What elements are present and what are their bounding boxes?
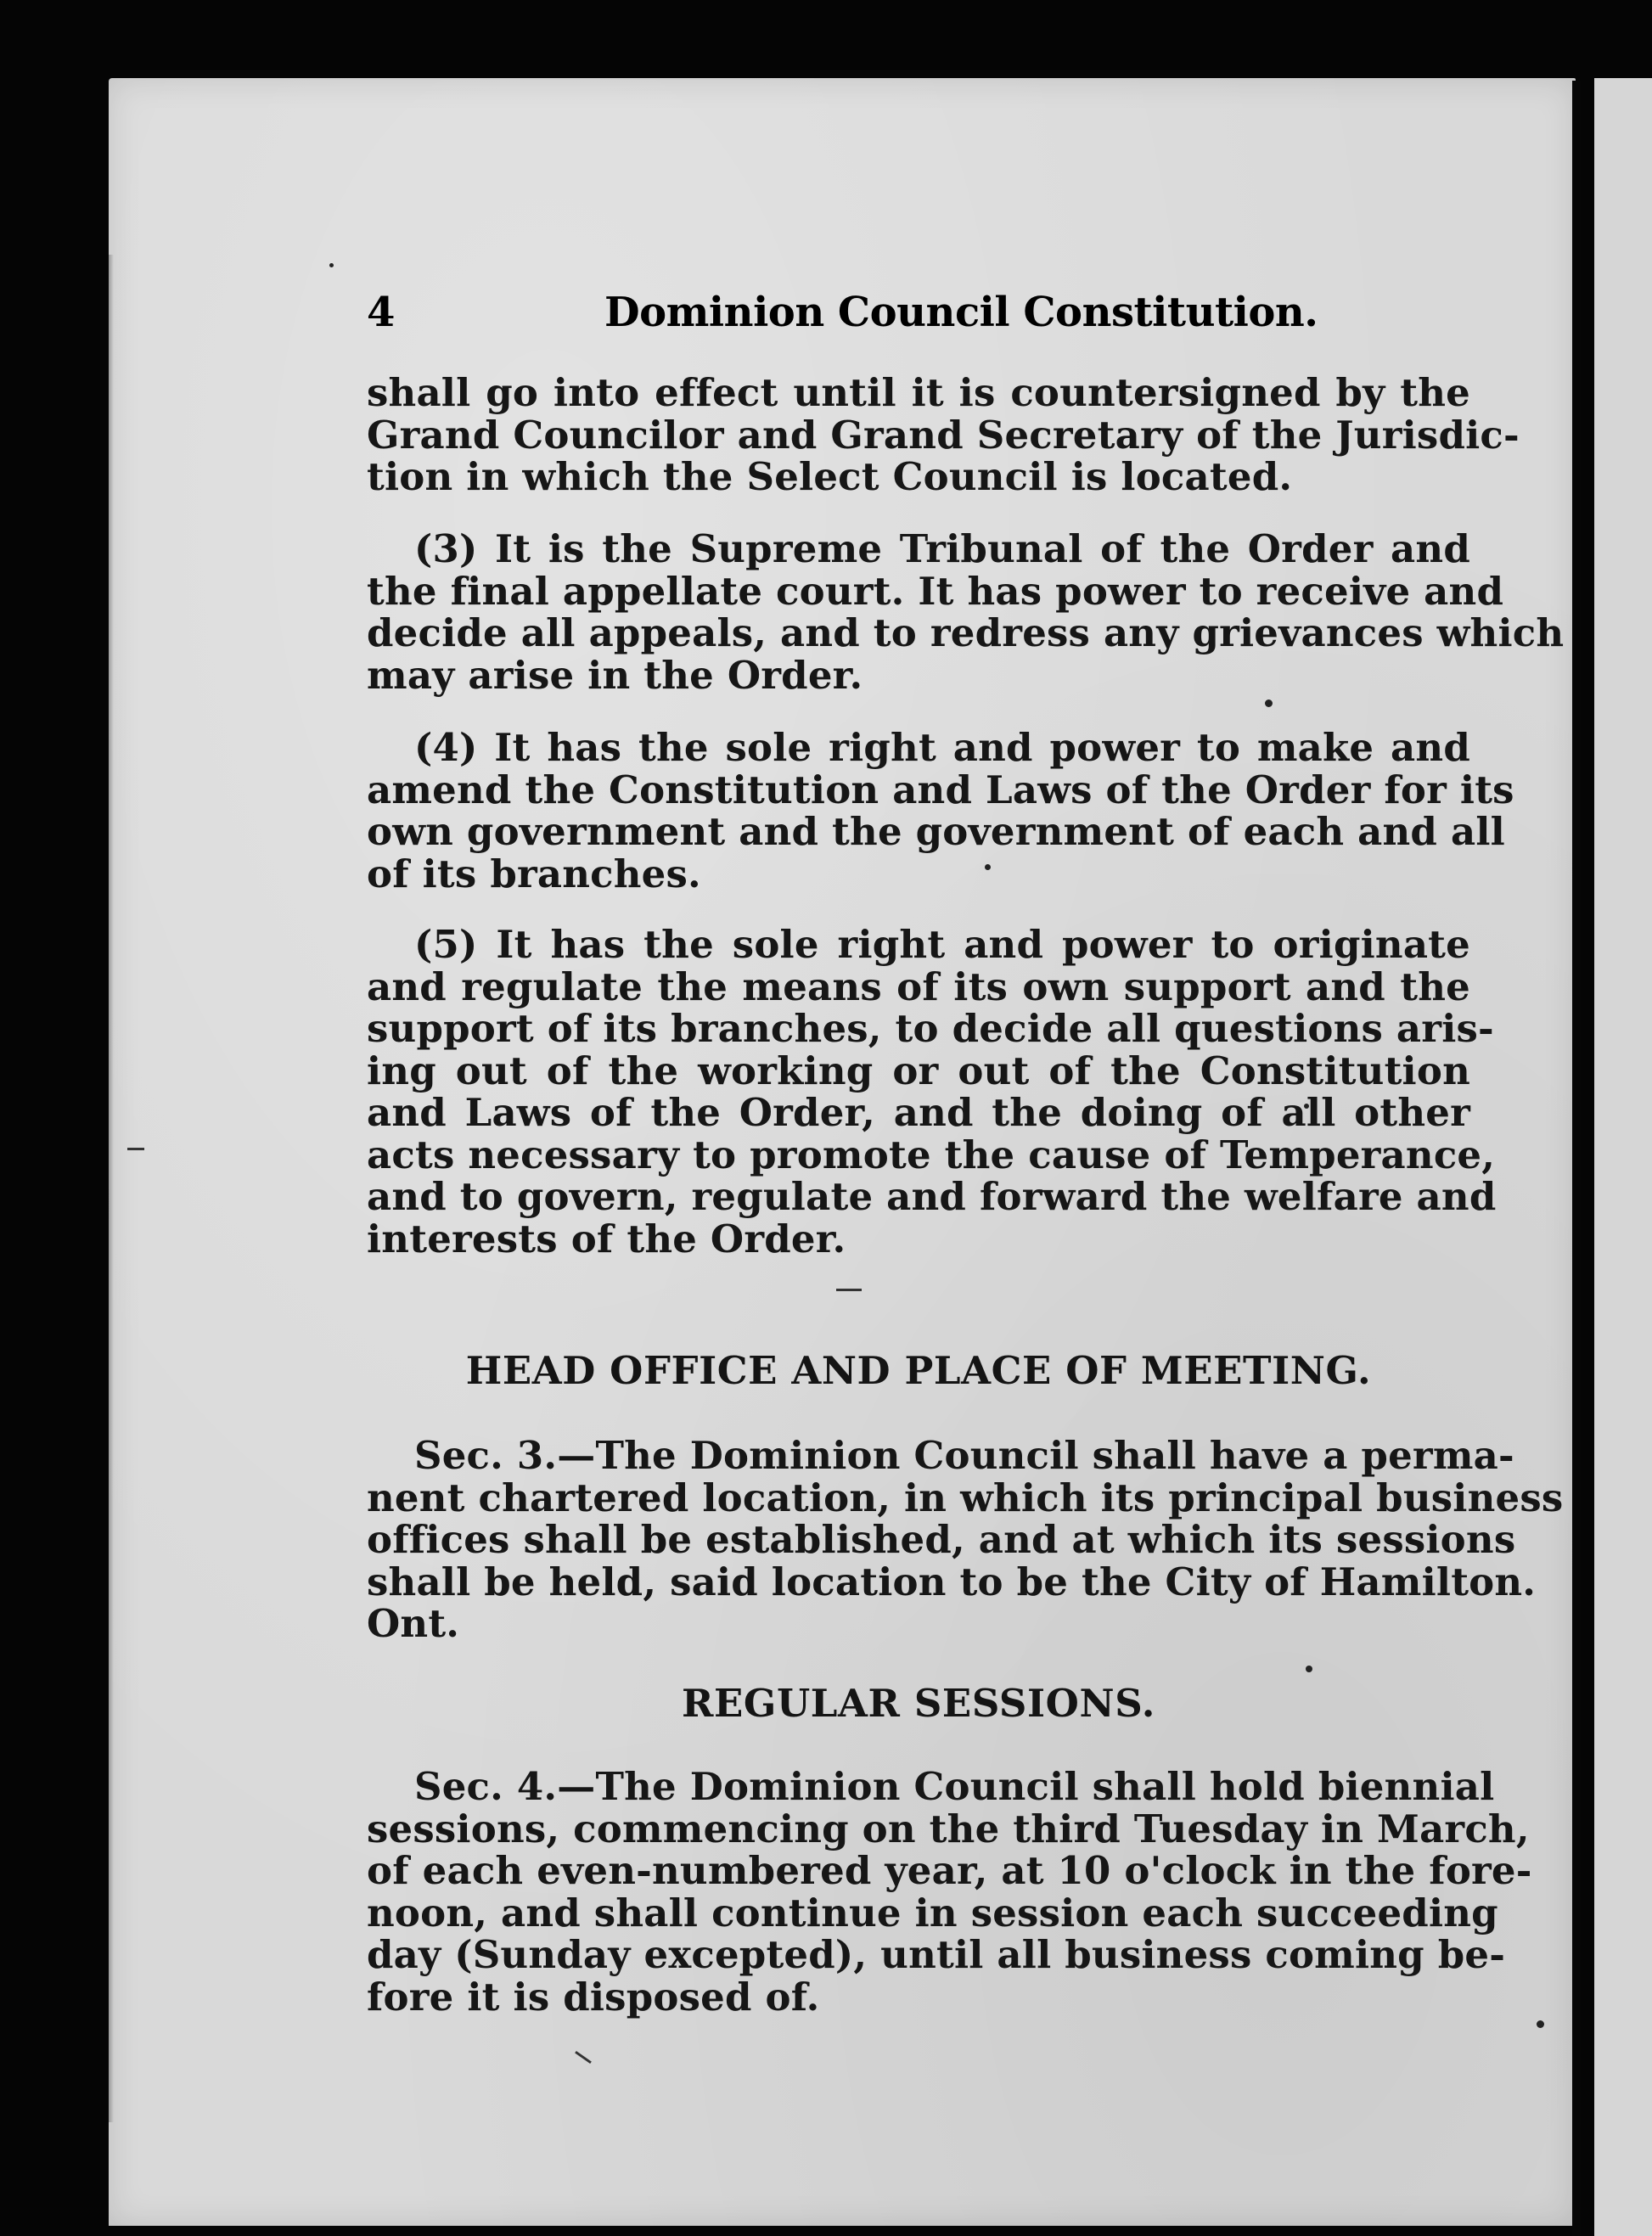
text-line: shall be held, said location to be the City of Hamilton. — [367, 1559, 1537, 1604]
text-line: the final appellate court. It has power to receive and — [367, 568, 1504, 614]
text-line: Ont. — [367, 1601, 460, 1646]
text-line: shall go into effect until it is countersigned by the — [367, 370, 1470, 415]
text-line: and to govern, regulate and forward the welfare and — [367, 1174, 1497, 1219]
paragraph-continuation — [367, 370, 1520, 499]
scan-dash — [836, 1289, 862, 1291]
text-line: (4) It has the sole right and power to make and — [414, 725, 1470, 770]
text-line: ing out of the working or out of the Constitution — [367, 1048, 1470, 1093]
text-line: (3) It is the Supreme Tribunal of the Order and — [414, 526, 1470, 571]
text-line: own government and the government of each and all — [367, 809, 1505, 854]
text-line: amend the Constitution and Laws of the Order for its — [367, 767, 1514, 812]
text-line: Sec. 3.—The Dominion Council shall have a perma- — [414, 1433, 1514, 1478]
scan-dash — [127, 1148, 144, 1150]
paragraph-clause-4 — [367, 725, 1514, 896]
text-line: Sec. 4.—The Dominion Council shall hold biennial — [414, 1764, 1495, 1809]
text-line: tion in which the Select Council is located. — [367, 454, 1293, 499]
section-3-body — [367, 1433, 1564, 1646]
text-line: support of its branches, to decide all questions aris- — [367, 1006, 1494, 1051]
text-line: day (Sunday excepted), until all business coming be- — [367, 1932, 1506, 1977]
text-line: fore it is disposed of. — [367, 1974, 820, 2020]
scan-speck — [1265, 699, 1273, 707]
text-line: acts necessary to promote the cause of Temperance, — [367, 1132, 1496, 1177]
paragraph-clause-5 — [367, 922, 1497, 1261]
page-gutter-rule — [1572, 81, 1581, 2236]
text-line: sessions, commencing on the third Tuesday in March, — [367, 1806, 1530, 1851]
text-line: and Laws of the Order, and the doing of all other — [367, 1090, 1470, 1135]
text-line: offices shall be established, and at which its sessions — [367, 1517, 1516, 1562]
text-line: of its branches. — [367, 851, 701, 896]
page-header — [367, 289, 1470, 340]
adjacent-page-edge — [1594, 78, 1652, 2236]
section-4-body — [367, 1764, 1532, 2020]
text-line: nent chartered location, in which its principal business — [367, 1475, 1564, 1520]
text-line: noon, and shall continue in session each succeeding — [367, 1890, 1498, 1935]
section-heading-regular-sessions: REGULAR SESSIONS. — [682, 1681, 1155, 1726]
text-line: and regulate the means of its own support and the — [367, 964, 1470, 1009]
section-heading-head-office: HEAD OFFICE AND PLACE OF MEETING. — [465, 1348, 1372, 1393]
text-line: may arise in the Order. — [367, 652, 863, 698]
paragraph-clause-3 — [367, 526, 1565, 698]
scan-speck — [329, 263, 334, 267]
scan-speck — [1306, 1666, 1312, 1672]
text-line: (5) It has the sole right and power to originate — [414, 922, 1470, 967]
text-line: decide all appeals, and to redress any grievances which — [367, 610, 1565, 655]
page-edge-shadow — [109, 255, 114, 2122]
text-line: interests of the Order. — [367, 1216, 846, 1261]
text-line: Grand Councilor and Grand Secretary of the Jurisdic- — [367, 412, 1520, 458]
page-number: 4 — [367, 289, 396, 336]
scan-speck — [1537, 2020, 1544, 2028]
text-line: of each even-numbered year, at 10 o'clock in the fore- — [367, 1848, 1532, 1893]
running-head: Dominion Council Constitution. — [604, 289, 1318, 336]
